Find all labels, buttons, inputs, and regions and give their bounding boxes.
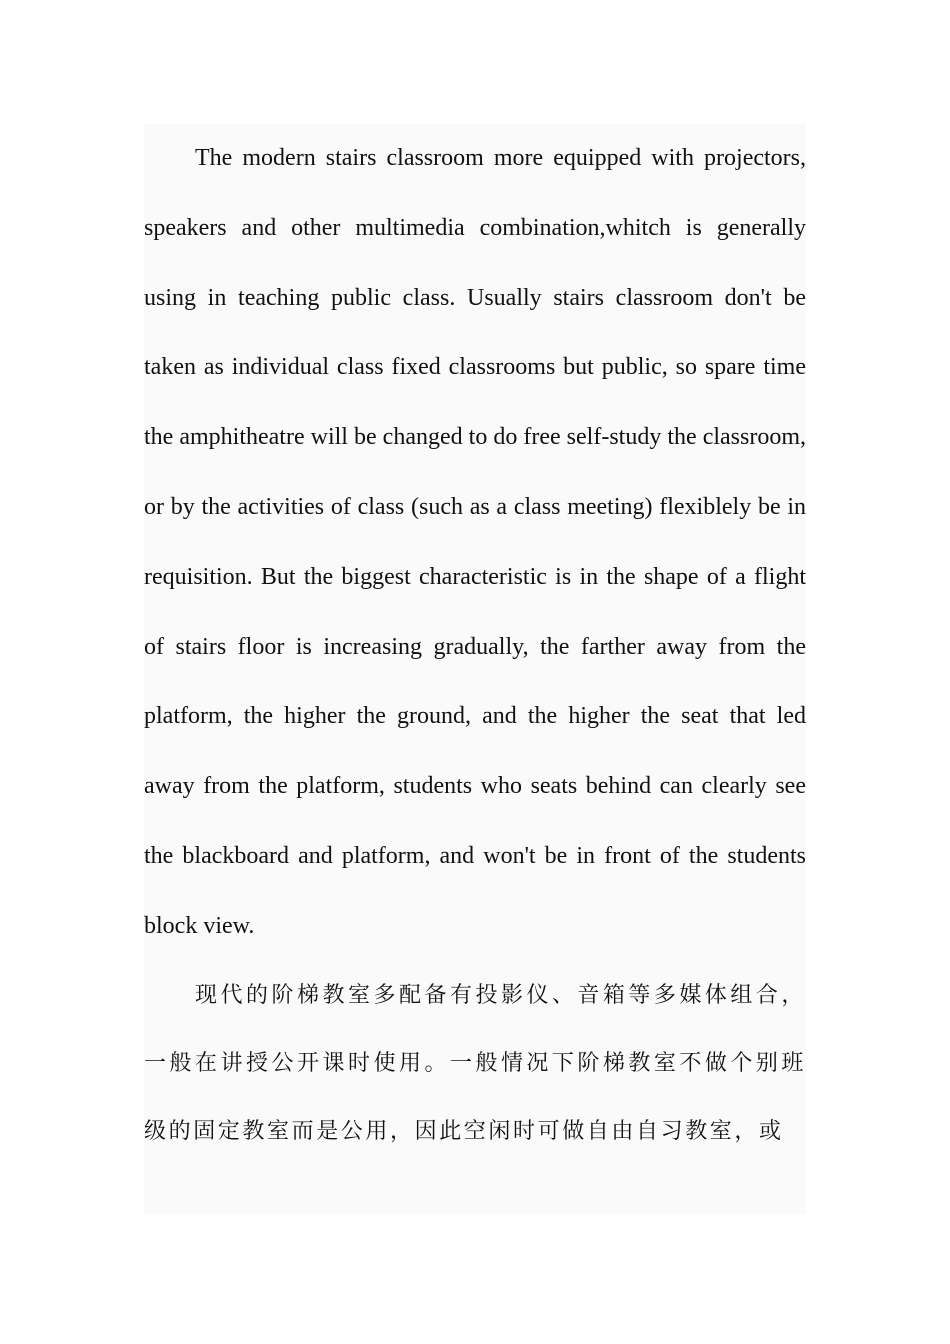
paragraph-english: The modern stairs classroom more equipped with projectors, speakers and other multimedia combination,whitch is generally using in teaching public class. Usually stairs classroom don't be taken as individual class fixed classrooms but public, so spare time the amphitheatre will be changed to do free self-study the classroom, or by the activities of class (such as a class meeting) flexiblely be in requisition. But the biggest characteristic is in the shape of a flight of stairs floor is increasing gradually, the farther away from the platform, the higher the ground, and the higher the seat that led away from the platform, students who seats behind can clearly see the blackboard and platform, and won't be in front of the students block view.: [144, 145, 806, 939]
paragraph-chinese: 现代的阶梯教室多配备有投影仪、音箱等多媒体组合，一般在讲授公开课时使用。一般情况下阶梯教室不做个别班级的固定教室而是公用，因此空闲时可做自由自习教室，或: [144, 982, 806, 1144]
text-block: [144, 124, 806, 1214]
